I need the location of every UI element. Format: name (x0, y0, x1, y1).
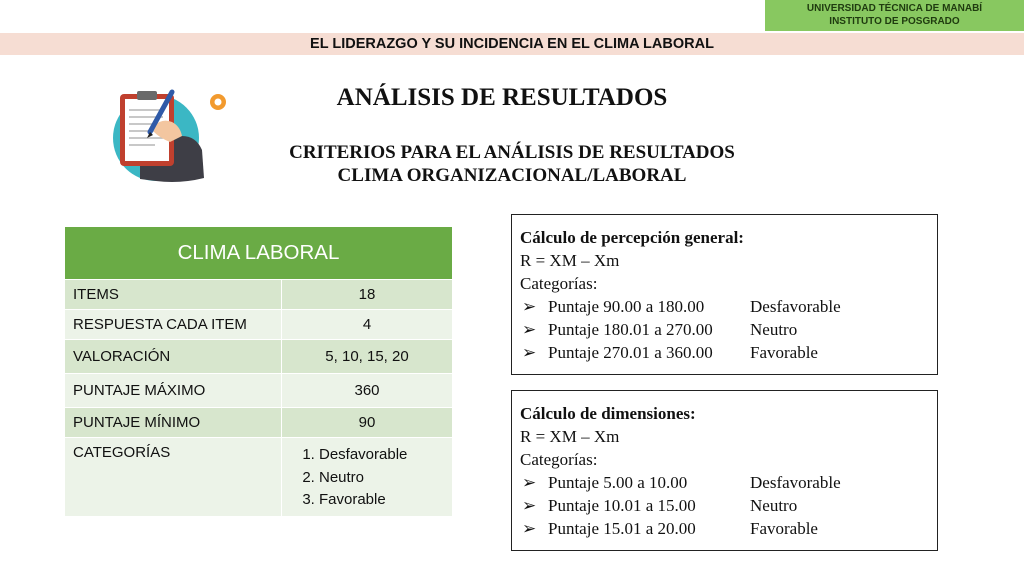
category-text: Favorable (750, 519, 818, 538)
category-text: Desfavorable (750, 297, 841, 316)
category-range-item (520, 295, 937, 318)
row-value: 18 (282, 280, 453, 310)
categories-cell (282, 438, 453, 517)
subtitle-line-1: CRITERIOS PARA EL ANÁLISIS DE RESULTADOS (289, 142, 735, 163)
category-item: 2. Neutro (319, 467, 444, 490)
table-row (65, 340, 453, 374)
table-heading: CLIMA LABORAL (65, 227, 453, 280)
subtitle-line-2: CLIMA ORGANIZACIONAL/LABORAL (337, 165, 687, 186)
category-item: 1. Desfavorable (319, 444, 444, 467)
category-text: Neutro (750, 496, 798, 515)
table-row (65, 310, 453, 340)
table-row (65, 408, 453, 438)
category-text: Favorable (750, 343, 818, 362)
categories-label: Categorías: (520, 274, 598, 293)
categories-label: CATEGORÍAS (65, 438, 282, 517)
range-text: Puntaje 270.01 a 360.00 (548, 343, 713, 362)
box-heading: Cálculo de dimensiones: (520, 404, 696, 423)
range-text: Puntaje 15.01 a 20.00 (548, 519, 696, 538)
box-heading: Cálculo de percepción general: (520, 228, 744, 247)
university-name: UNIVERSIDAD TÉCNICA DE MANABÍ (806, 3, 983, 14)
formula: R = XM – Xm (520, 427, 620, 446)
row-label: PUNTAJE MÁXIMO (65, 374, 282, 408)
category-range-item (520, 471, 937, 494)
range-text: Puntaje 5.00 a 10.00 (548, 473, 688, 492)
formula: R = XM – Xm (520, 251, 620, 270)
clima-laboral-table (64, 226, 453, 517)
row-label: PUNTAJE MÍNIMO (65, 408, 282, 438)
table-header-row (65, 227, 453, 280)
row-value: 90 (282, 408, 453, 438)
row-label: RESPUESTA CADA ITEM (65, 310, 282, 340)
table-row (65, 280, 453, 310)
general-perception-box (511, 214, 938, 375)
category-text: Desfavorable (750, 473, 841, 492)
categories-list (290, 444, 444, 512)
page-title: ANÁLISIS DE RESULTADOS (336, 84, 668, 111)
arrowhead-bullet-icon: ➢ (522, 320, 537, 339)
row-value: 360 (282, 374, 453, 408)
banner-title: EL LIDERAZGO Y SU INCIDENCIA EN EL CLIMA LABORAL (310, 36, 714, 52)
range-text: Puntaje 10.01 a 15.00 (548, 496, 696, 515)
range-text: Puntaje 180.01 a 270.00 (548, 320, 713, 339)
row-label: ITEMS (65, 280, 282, 310)
institute-name: INSTITUTO DE POSGRADO (829, 15, 960, 27)
category-range-item (520, 517, 937, 540)
arrowhead-bullet-icon: ➢ (522, 519, 537, 538)
category-range-item (520, 494, 937, 517)
arrowhead-bullet-icon: ➢ (522, 297, 537, 316)
arrowhead-bullet-icon: ➢ (522, 343, 537, 362)
arrowhead-bullet-icon: ➢ (522, 473, 537, 492)
category-range-item (520, 318, 937, 341)
category-text: Neutro (750, 320, 798, 339)
row-value: 4 (282, 310, 453, 340)
table-row (65, 374, 453, 408)
categories-label: Categorías: (520, 450, 598, 469)
university-badge (765, 0, 1024, 31)
category-range-item (520, 341, 937, 364)
arrowhead-bullet-icon: ➢ (522, 496, 537, 515)
row-value: 5, 10, 15, 20 (282, 340, 453, 374)
dimensions-box (511, 390, 938, 551)
page-subtitle (0, 141, 1024, 187)
table-row-categories (65, 438, 453, 517)
row-label: VALORACIÓN (65, 340, 282, 374)
range-text: Puntaje 90.00 a 180.00 (548, 297, 705, 316)
category-item: 3. Favorable (319, 489, 444, 512)
